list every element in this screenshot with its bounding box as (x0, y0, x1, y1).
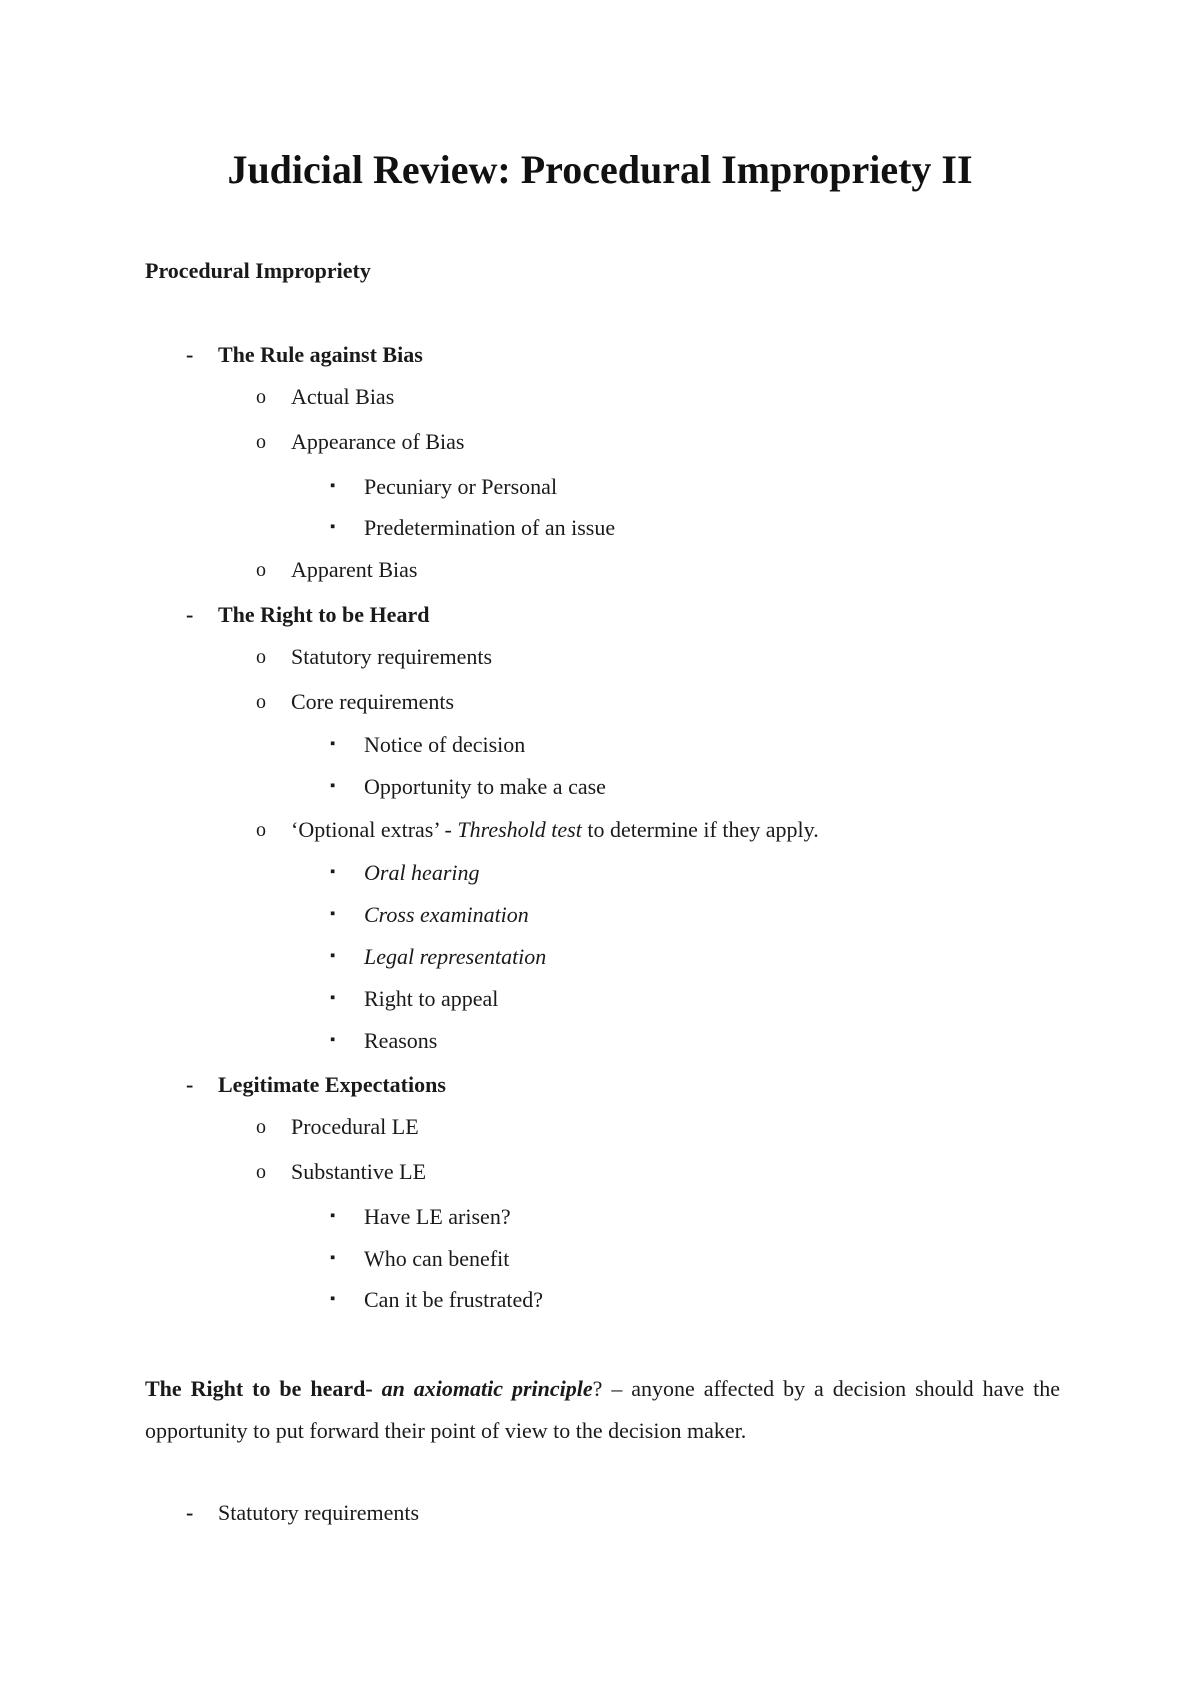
outline-item-pecuniary: Pecuniary or Personal (364, 474, 558, 499)
body-paragraph (145, 1368, 1060, 1452)
outline-item-rule-against-bias: The Rule against Bias (218, 342, 423, 367)
paragraph-rest: ? – anyone affected by a decision should have the opportunity to put forward their point of view to the decision maker. (145, 1376, 1060, 1443)
paragraph-emphasis: an axiomatic principle (381, 1376, 593, 1401)
circle-bullet: o (256, 691, 266, 713)
square-bullet: ▪ (330, 948, 336, 964)
page-title: Judicial Review: Procedural Impropriety II (227, 147, 973, 192)
outline-item-have-le-arisen: Have LE arisen? (364, 1204, 511, 1229)
outline-item-can-it-be-frustrated: Can it be frustrated? (364, 1287, 543, 1312)
outline-item-who-can-benefit: Who can benefit (364, 1246, 510, 1271)
dash-bullet: - (186, 342, 194, 367)
circle-bullet: o (256, 819, 266, 841)
circle-bullet: o (256, 431, 266, 453)
outline-item-oral-hearing: Oral hearing (364, 860, 480, 885)
outline-item-optional-extras (291, 817, 819, 843)
dash-bullet: - (186, 1072, 194, 1097)
outline-item-legal-representation: Legal representation (364, 944, 547, 969)
optional-extras-suffix: to determine if they apply. (581, 817, 819, 842)
square-bullet: ▪ (330, 990, 336, 1006)
threshold-test: Threshold test (457, 817, 582, 842)
outline-item-notice-of-decision: Notice of decision (364, 732, 526, 757)
outline-item-cross-examination: Cross examination (364, 902, 529, 927)
square-bullet: ▪ (330, 1032, 336, 1048)
outline-item-statutory-requirements: Statutory requirements (291, 644, 493, 669)
square-bullet: ▪ (330, 1291, 336, 1307)
circle-bullet: o (256, 1116, 266, 1138)
circle-bullet: o (256, 559, 266, 581)
outline-item-apparent-bias: Apparent Bias (291, 557, 418, 582)
dash-bullet: - (186, 602, 194, 627)
outline-item-core-requirements: Core requirements (291, 689, 455, 714)
outline-item-substantive-le: Substantive LE (291, 1159, 427, 1184)
outline-item-opportunity: Opportunity to make a case (364, 774, 606, 799)
outline-item-procedural-le: Procedural LE (291, 1114, 419, 1139)
outline-item-right-to-be-heard: The Right to be Heard (218, 602, 430, 627)
outline-item-reasons: Reasons (364, 1028, 438, 1053)
square-bullet: ▪ (330, 778, 336, 794)
dash-bullet: - (186, 1500, 194, 1525)
paragraph-lead: The Right to be heard- (145, 1376, 382, 1401)
optional-extras-prefix: ‘Optional extras’ - (291, 817, 458, 842)
square-bullet: ▪ (330, 1250, 336, 1266)
outline-item-appearance-of-bias: Appearance of Bias (291, 429, 465, 454)
outline-item-statutory-requirements-final: Statutory requirements (218, 1500, 420, 1525)
square-bullet: ▪ (330, 519, 336, 535)
outline-item-actual-bias: Actual Bias (291, 384, 395, 409)
outline-item-right-to-appeal: Right to appeal (364, 986, 499, 1011)
square-bullet: ▪ (330, 736, 336, 752)
square-bullet: ▪ (330, 906, 336, 922)
circle-bullet: o (256, 1161, 266, 1183)
circle-bullet: o (256, 386, 266, 408)
square-bullet: ▪ (330, 1208, 336, 1224)
circle-bullet: o (256, 646, 266, 668)
outline-item-legitimate-expectations: Legitimate Expectations (218, 1072, 446, 1097)
outline-item-predetermination: Predetermination of an issue (364, 515, 616, 540)
section-heading: Procedural Impropriety (145, 258, 371, 283)
square-bullet: ▪ (330, 864, 336, 880)
square-bullet: ▪ (330, 478, 336, 494)
